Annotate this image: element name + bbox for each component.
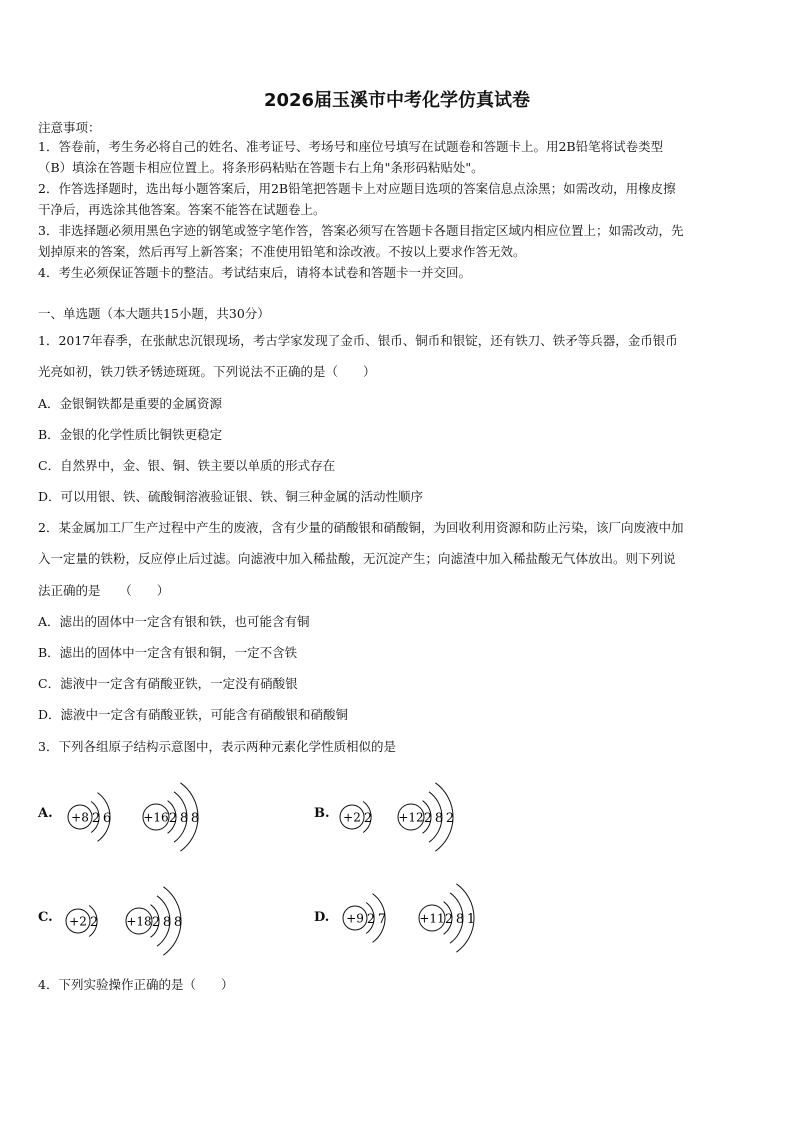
atom-diagram: [68, 793, 111, 842]
electron-count: 2: [444, 912, 454, 927]
question-1-option-b: B．金银的化学性质比铜铁更稳定: [38, 427, 223, 442]
question-2-stem-end: 法正确的是 （ ）: [38, 583, 170, 598]
section-heading: 一、单选题（本大题共15小题，共30分）: [38, 306, 270, 321]
question-2-option-a: A．滤出的固体中一定含有银和铁，也可能含有铜: [38, 614, 310, 629]
electron-count: 8: [162, 915, 172, 930]
notice-item: 1．答卷前，考生务必将自己的姓名、准考证号、考场号和座位号填写在试题卷和答题卡上。用2B铅笔将试卷类型: [38, 139, 664, 154]
atom-diagram: [419, 884, 475, 952]
atom-diagram: [340, 802, 372, 833]
electron-count: 8: [173, 915, 183, 930]
question-2-option-d: D．滤液中一定含有硝酸亚铁，可能含有硝酸银和硝酸铜: [38, 707, 349, 722]
question-1-stem-cont: 光亮如初，铁刀铁矛锈迹斑斑。下列说法不正确的是（ ）: [38, 364, 376, 379]
electron-count: 2: [445, 811, 455, 826]
exam-title: 2026届玉溪市中考化学仿真试卷: [263, 90, 531, 111]
nucleus-charge: +9: [346, 911, 364, 926]
electron-count: 8: [455, 912, 465, 927]
nucleus-charge: +2: [69, 914, 87, 929]
electron-count: 7: [377, 912, 387, 927]
notice-item: 干净后，再选涂其他答案。答案不能答在试题卷上。: [38, 202, 326, 217]
question-2-stem: 2．某金属加工厂生产过程中产生的废液，含有少量的硝酸银和硝酸铜，为回收利用资源和防止污染，该厂向废液中加: [38, 520, 684, 535]
question-4-stem: 4．下列实验操作正确的是（ ）: [38, 977, 234, 992]
atom-diagram: [66, 906, 98, 937]
nucleus-charge: +16: [143, 810, 169, 825]
question-2-option-c: C．滤液中一定含有硝酸亚铁，一定没有硝酸银: [38, 676, 298, 691]
nucleus-charge: +11: [419, 911, 445, 926]
question-3-option-d-label: D.: [314, 910, 330, 925]
notice-heading: 注意事项：: [38, 120, 101, 135]
notice-item: 划掉原来的答案，然后再写上新答案；不准使用铅笔和涂改液。不按以上要求作答无效。: [38, 244, 526, 259]
electron-count: 2: [168, 811, 178, 826]
electron-count: 8: [434, 811, 444, 826]
question-3-stem: 3．下列各组原子结构示意图中，表示两种元素化学性质相似的是: [38, 739, 396, 754]
notice-item: （B）填涂在答题卡相应位置上。将条形码粘贴在答题卡右上角"条形码粘贴处"。: [38, 160, 484, 175]
electron-count: 6: [102, 811, 112, 826]
question-1-option-c: C．自然界中，金、银、铜、铁主要以单质的形式存在: [38, 458, 336, 473]
electron-count: 2: [151, 915, 161, 930]
electron-count: 2: [91, 811, 101, 826]
question-2-stem-cont: 入一定量的铁粉，反应停止后过滤。向滤液中加入稀盐酸，无沉淀产生；向滤渣中加入稀盐酸无气体放出。则下列说: [38, 551, 676, 566]
atom-diagram: [343, 894, 386, 943]
nucleus-charge: +12: [398, 810, 424, 825]
notice-item: 4．考生必须保证答题卡的整洁。考试结束后，请将本试卷和答题卡一并交回。: [38, 265, 471, 280]
nucleus-charge: +2: [343, 810, 361, 825]
question-1-option-a: A．金银铜铁都是重要的金属资源: [38, 396, 223, 411]
electron-count: 2: [89, 915, 99, 930]
question-1-option-d: D．可以用银、铁、硫酸铜溶液验证银、铁、铜三种金属的活动性顺序: [38, 489, 424, 504]
electron-count: 8: [190, 811, 200, 826]
nucleus-charge: +18: [126, 914, 152, 929]
atom-diagram: [398, 783, 454, 851]
question-3-option-b-label: B.: [314, 806, 330, 821]
notice-item: 3．非选择题必须用黑色字迹的钢笔或签字笔作答，答案必须写在答题卡各题目指定区域内相应位置上；如需改动，先: [38, 223, 684, 238]
question-1-stem: 1．2017年春季，在张献忠沉银现场，考古学家发现了金币、银币、铜币和银锭，还有铁刀、铁矛等兵器，金币银币: [38, 333, 678, 348]
electron-count: 2: [423, 811, 433, 826]
question-3-option-a-label: A.: [38, 806, 53, 821]
atom-diagram: [143, 783, 199, 851]
question-3-option-c-label: C.: [38, 910, 53, 925]
electron-count: 2: [366, 912, 376, 927]
electron-count: 1: [466, 912, 476, 927]
question-2-option-b: B．滤出的固体中一定含有银和铜，一定不含铁: [38, 645, 298, 660]
electron-count: 2: [363, 811, 373, 826]
notice-item: 2．作答选择题时，选出每小题答案后，用2B铅笔把答题卡上对应题目选项的答案信息点涂黑；如需改动，用橡皮擦: [38, 181, 676, 196]
electron-count: 8: [179, 811, 189, 826]
nucleus-charge: +8: [71, 810, 89, 825]
atom-diagram: [126, 887, 182, 955]
